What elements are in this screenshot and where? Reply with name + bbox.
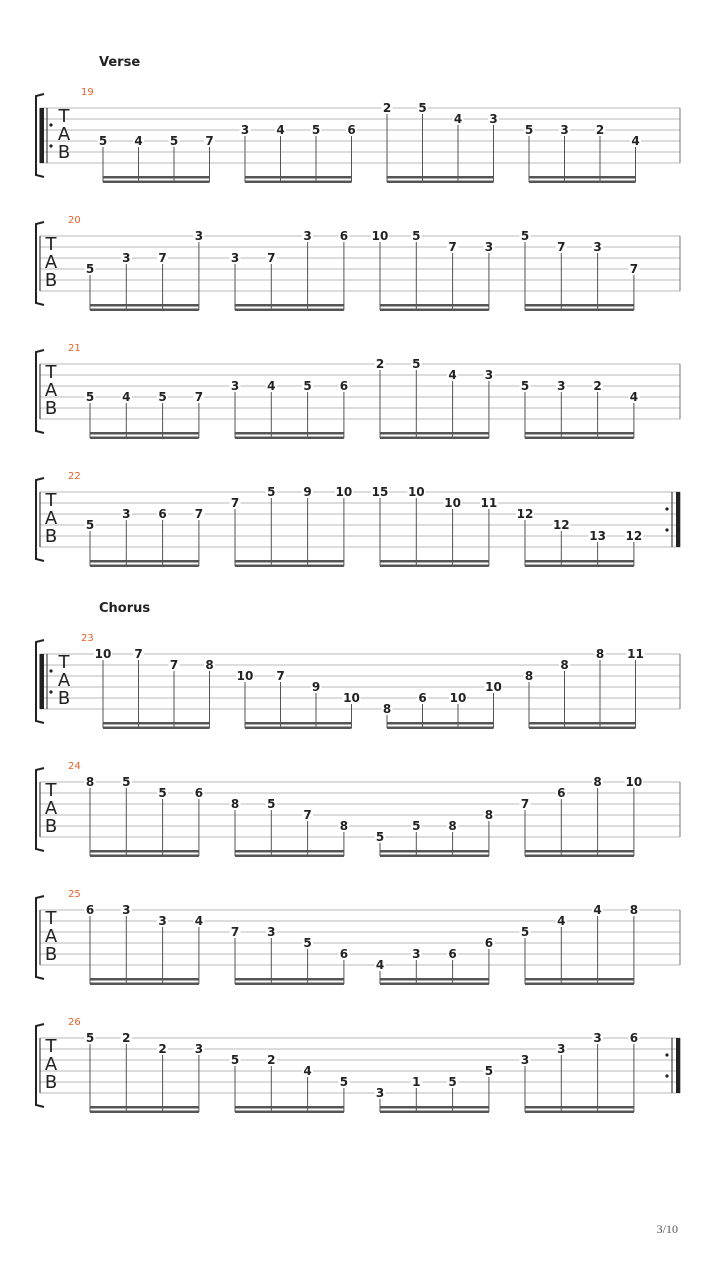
fret-number: 3 xyxy=(230,379,240,393)
fret-number: 5 xyxy=(448,1075,457,1089)
fret-number: 9 xyxy=(311,680,321,694)
beam xyxy=(380,1111,489,1114)
fret-number: 4 xyxy=(276,123,285,137)
beam xyxy=(525,850,634,853)
fret-number: 5 xyxy=(418,101,427,115)
beam xyxy=(529,181,636,184)
fret-number: 3 xyxy=(593,1031,602,1045)
fret-number: 12 xyxy=(516,507,534,521)
fret-number: 7 xyxy=(194,507,204,521)
fret-number: 10 xyxy=(335,485,353,499)
tab-clef-letter: A xyxy=(44,926,58,947)
beam xyxy=(529,727,636,730)
beam xyxy=(529,722,636,725)
fret-number: 10 xyxy=(94,647,112,661)
beam xyxy=(525,560,634,563)
tab-clef-letter: A xyxy=(44,252,58,273)
fret-number: 3 xyxy=(412,947,421,961)
fret-number: 10 xyxy=(625,775,643,789)
repeat-dot xyxy=(49,123,52,126)
fret-number: 2 xyxy=(267,1053,276,1067)
fret-number: 5 xyxy=(520,229,530,243)
repeat-end-thick-bar xyxy=(676,1038,680,1093)
beam xyxy=(380,304,489,307)
fret-number: 6 xyxy=(85,903,95,917)
fret-number: 6 xyxy=(418,691,427,705)
beam xyxy=(103,176,210,179)
beam xyxy=(90,983,199,986)
beam xyxy=(90,565,199,568)
beam xyxy=(235,1111,344,1114)
tab-clef-letter: B xyxy=(44,944,58,965)
fret-number: 7 xyxy=(629,262,639,276)
fret-number: 6 xyxy=(629,1031,639,1045)
section-label-verse: Verse xyxy=(99,55,141,70)
fret-number: 8 xyxy=(230,797,240,811)
section-label-chorus: Chorus xyxy=(99,601,151,616)
tab-clef-letter: T xyxy=(45,234,57,255)
fret-number: 3 xyxy=(375,1086,385,1100)
beam xyxy=(90,432,199,435)
fret-number: 3 xyxy=(240,123,250,137)
fret-number: 6 xyxy=(347,123,356,137)
fret-number: 4 xyxy=(122,390,131,404)
beam xyxy=(245,727,352,730)
fret-number: 3 xyxy=(560,123,569,137)
beam xyxy=(529,176,636,179)
tab-clef-letter: B xyxy=(44,270,58,291)
beam xyxy=(525,565,634,568)
fret-number: 3 xyxy=(194,229,204,243)
beam xyxy=(245,722,352,725)
fret-number: 10 xyxy=(485,680,502,694)
fret-number: 2 xyxy=(158,1042,167,1056)
fret-number: 5 xyxy=(158,390,167,404)
beam xyxy=(235,978,344,981)
fret-number: 12 xyxy=(625,529,643,543)
repeat-start-thick-bar xyxy=(40,654,44,709)
beam xyxy=(235,1106,344,1109)
tab-clef-letter: A xyxy=(57,124,71,145)
fret-number: 4 xyxy=(448,368,457,382)
beam xyxy=(235,850,344,853)
fret-number: 4 xyxy=(593,903,602,917)
fret-number: 3 xyxy=(230,251,240,265)
fret-number: 6 xyxy=(339,379,349,393)
fret-number: 2 xyxy=(382,101,392,115)
beam xyxy=(103,181,210,184)
fret-number: 5 xyxy=(520,925,530,939)
tab-clef-letter: T xyxy=(45,1036,57,1057)
beam xyxy=(245,181,352,184)
beam xyxy=(380,565,489,568)
fret-number: 3 xyxy=(593,240,602,254)
fret-number: 5 xyxy=(267,485,276,499)
fret-number: 12 xyxy=(552,518,570,532)
tab-clef-letter: B xyxy=(44,816,58,837)
fret-number: 8 xyxy=(382,702,392,716)
fret-number: 3 xyxy=(520,1053,530,1067)
beam xyxy=(90,855,199,858)
fret-number: 5 xyxy=(303,936,312,950)
fret-number: 3 xyxy=(122,507,131,521)
fret-number: 7 xyxy=(134,647,143,661)
fret-number: 8 xyxy=(484,808,494,822)
beam xyxy=(90,850,199,853)
tab-clef-letter: T xyxy=(45,362,57,383)
fret-number: 3 xyxy=(158,914,167,928)
fret-number: 4 xyxy=(194,914,204,928)
fret-number: 5 xyxy=(158,786,167,800)
beam xyxy=(525,855,634,858)
measure-number: 26 xyxy=(68,1017,81,1028)
fret-number: 6 xyxy=(194,786,204,800)
beam xyxy=(380,437,489,440)
fret-number: 5 xyxy=(303,379,312,393)
beam xyxy=(525,1106,634,1109)
beam xyxy=(380,560,489,563)
repeat-dot xyxy=(665,1053,668,1056)
beam xyxy=(90,1106,199,1109)
beam xyxy=(245,176,352,179)
beam xyxy=(103,722,210,725)
beam xyxy=(525,432,634,435)
fret-number: 4 xyxy=(629,390,639,404)
fret-number: 4 xyxy=(375,958,385,972)
beam xyxy=(103,727,210,730)
fret-number: 2 xyxy=(595,123,605,137)
tab-clef-letter: T xyxy=(58,652,70,673)
fret-number: 8 xyxy=(560,658,569,672)
fret-number: 4 xyxy=(453,112,463,126)
fret-number: 8 xyxy=(524,669,534,683)
fret-number: 7 xyxy=(194,390,204,404)
fret-number: 5 xyxy=(375,830,385,844)
beam xyxy=(235,983,344,986)
fret-number: 7 xyxy=(169,658,179,672)
tab-clef-letter: T xyxy=(45,490,57,511)
fret-number: 8 xyxy=(448,819,457,833)
fret-number: 8 xyxy=(339,819,349,833)
fret-number: 5 xyxy=(85,518,95,532)
fret-number: 5 xyxy=(98,134,108,148)
beam xyxy=(380,850,489,853)
beam xyxy=(235,304,344,307)
beam xyxy=(235,432,344,435)
fret-number: 4 xyxy=(557,914,566,928)
fret-number: 5 xyxy=(524,123,534,137)
fret-number: 5 xyxy=(85,390,95,404)
fret-number: 7 xyxy=(158,251,167,265)
beam xyxy=(90,978,199,981)
measure-number: 21 xyxy=(68,343,81,354)
beam xyxy=(380,855,489,858)
beam xyxy=(380,309,489,312)
repeat-dot xyxy=(665,528,668,531)
fret-number: 6 xyxy=(448,947,457,961)
tab-clef-letter: A xyxy=(44,380,58,401)
fret-number: 6 xyxy=(158,507,167,521)
tab-clef-letter: B xyxy=(44,398,58,419)
fret-number: 2 xyxy=(375,357,385,371)
beam xyxy=(90,304,199,307)
fret-number: 10 xyxy=(236,669,254,683)
fret-number: 1 xyxy=(412,1075,421,1089)
tab-clef-letter: A xyxy=(44,798,58,819)
beam xyxy=(525,304,634,307)
beam xyxy=(235,560,344,563)
beam xyxy=(90,1111,199,1114)
fret-number: 5 xyxy=(484,1064,494,1078)
tab-clef-letter: T xyxy=(58,106,70,127)
fret-number: 11 xyxy=(480,496,498,510)
fret-number: 2 xyxy=(593,379,602,393)
repeat-dot xyxy=(49,690,52,693)
fret-number: 5 xyxy=(520,379,530,393)
beam xyxy=(90,309,199,312)
fret-number: 4 xyxy=(267,379,276,393)
fret-number: 7 xyxy=(205,134,214,148)
fret-number: 8 xyxy=(593,775,602,789)
fret-number: 10 xyxy=(444,496,461,510)
beam xyxy=(525,437,634,440)
fret-number: 8 xyxy=(629,903,639,917)
fret-number: 3 xyxy=(267,925,276,939)
fret-number: 3 xyxy=(122,251,131,265)
tab-clef-letter: A xyxy=(44,1054,58,1075)
fret-number: 5 xyxy=(267,797,276,811)
fret-number: 5 xyxy=(412,819,421,833)
beam xyxy=(90,437,199,440)
fret-number: 3 xyxy=(194,1042,204,1056)
beam xyxy=(380,1106,489,1109)
fret-number: 5 xyxy=(85,262,95,276)
fret-number: 3 xyxy=(489,112,498,126)
beam xyxy=(235,855,344,858)
measure-number: 25 xyxy=(68,889,81,900)
fret-number: 7 xyxy=(448,240,457,254)
fret-number: 5 xyxy=(339,1075,349,1089)
repeat-start-thick-bar xyxy=(40,108,44,163)
repeat-dot xyxy=(49,144,52,147)
fret-number: 10 xyxy=(343,691,360,705)
fret-number: 2 xyxy=(122,1031,131,1045)
beam xyxy=(90,560,199,563)
beam xyxy=(525,978,634,981)
fret-number: 11 xyxy=(627,647,644,661)
fret-number: 5 xyxy=(412,357,421,371)
fret-number: 5 xyxy=(85,1031,95,1045)
beam xyxy=(387,176,494,179)
fret-number: 3 xyxy=(557,1042,566,1056)
fret-number: 15 xyxy=(371,485,389,499)
fret-number: 5 xyxy=(122,775,131,789)
beam xyxy=(235,437,344,440)
fret-number: 7 xyxy=(303,808,312,822)
fret-number: 5 xyxy=(169,134,179,148)
fret-number: 6 xyxy=(484,936,494,950)
fret-number: 5 xyxy=(230,1053,240,1067)
repeat-dot xyxy=(665,1074,668,1077)
fret-number: 10 xyxy=(371,229,389,243)
fret-number: 3 xyxy=(484,240,494,254)
repeat-dot xyxy=(49,669,52,672)
fret-number: 5 xyxy=(311,123,321,137)
beam xyxy=(525,309,634,312)
fret-number: 3 xyxy=(557,379,566,393)
beam xyxy=(380,983,489,986)
measure-number: 24 xyxy=(68,761,81,772)
fret-number: 10 xyxy=(407,485,425,499)
beam xyxy=(387,181,494,184)
fret-number: 4 xyxy=(631,134,640,148)
fret-number: 7 xyxy=(230,925,240,939)
page-number: 3/10 xyxy=(656,1222,678,1236)
fret-number: 8 xyxy=(205,658,214,672)
fret-number: 9 xyxy=(303,485,312,499)
tab-clef-letter: T xyxy=(45,908,57,929)
fret-number: 6 xyxy=(339,947,349,961)
measure-number: 23 xyxy=(81,633,94,644)
fret-number: 10 xyxy=(449,691,467,705)
fret-number: 7 xyxy=(267,251,276,265)
fret-number: 7 xyxy=(276,669,285,683)
tab-clef-letter: B xyxy=(44,526,58,547)
fret-number: 5 xyxy=(412,229,421,243)
tab-clef-letter: B xyxy=(57,688,71,709)
beam xyxy=(380,978,489,981)
fret-number: 4 xyxy=(303,1064,312,1078)
beam xyxy=(525,1111,634,1114)
fret-number: 3 xyxy=(122,903,131,917)
fret-number: 13 xyxy=(589,529,606,543)
fret-number: 7 xyxy=(520,797,530,811)
beam xyxy=(387,727,494,730)
repeat-end-thick-bar xyxy=(676,492,680,547)
beam xyxy=(235,565,344,568)
fret-number: 8 xyxy=(595,647,605,661)
fret-number: 4 xyxy=(134,134,143,148)
beam xyxy=(380,432,489,435)
tab-clef-letter: A xyxy=(57,670,71,691)
fret-number: 6 xyxy=(339,229,349,243)
fret-number: 3 xyxy=(303,229,312,243)
beam xyxy=(387,722,494,725)
fret-number: 7 xyxy=(230,496,240,510)
fret-number: 3 xyxy=(484,368,494,382)
fret-number: 7 xyxy=(557,240,566,254)
measure-number: 19 xyxy=(81,87,94,98)
beam xyxy=(525,983,634,986)
beam xyxy=(235,309,344,312)
fret-number: 8 xyxy=(85,775,95,789)
tab-clef-letter: B xyxy=(57,142,71,163)
tab-clef-letter: T xyxy=(45,780,57,801)
measure-number: 22 xyxy=(68,471,81,482)
fret-number: 6 xyxy=(557,786,566,800)
repeat-dot xyxy=(665,507,668,510)
tab-clef-letter: B xyxy=(44,1072,58,1093)
tab-clef-letter: A xyxy=(44,508,58,529)
measure-number: 20 xyxy=(68,215,81,226)
